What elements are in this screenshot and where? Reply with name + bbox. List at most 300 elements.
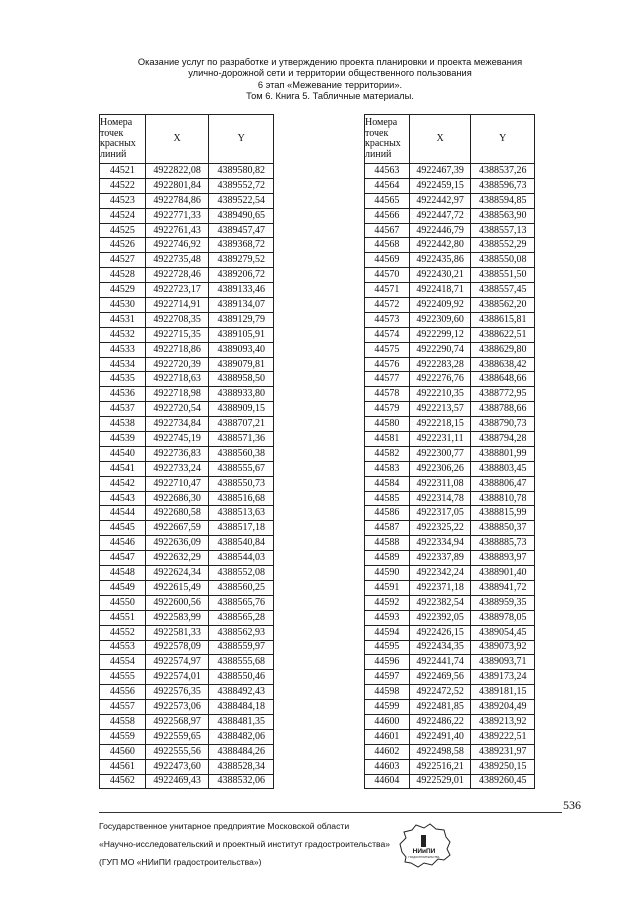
x-coordinate-cell: 4922615,49	[145, 580, 209, 595]
table-row	[365, 342, 535, 357]
y-coordinate-cell: 4388550,73	[209, 476, 274, 491]
table-row	[365, 417, 535, 432]
table-row	[365, 536, 535, 551]
table-row	[100, 506, 274, 521]
y-coordinate-cell: 4388492,43	[209, 685, 274, 700]
table-row	[365, 595, 535, 610]
y-coordinate-cell: 4388517,18	[209, 521, 274, 536]
point-number-cell: 44543	[100, 491, 146, 506]
table-row	[365, 298, 535, 313]
table-row	[365, 208, 535, 223]
table-row	[365, 432, 535, 447]
table-row	[100, 164, 274, 179]
table-row	[365, 670, 535, 685]
point-number-cell: 44522	[100, 178, 146, 193]
point-number-cell: 44581	[365, 432, 410, 447]
y-coordinate-cell: 4389279,52	[209, 253, 274, 268]
x-coordinate-cell: 4922718,63	[145, 372, 209, 387]
table-row	[100, 700, 274, 715]
footer-line-2: «Научно-исследовательский и проектный институт градостроительства»	[99, 839, 391, 849]
footer-divider	[99, 812, 562, 813]
x-coordinate-cell: 4922446,79	[409, 223, 471, 238]
y-coordinate-cell: 4388555,67	[209, 461, 274, 476]
table-row	[100, 491, 274, 506]
x-coordinate-cell: 4922784,86	[145, 193, 209, 208]
point-number-cell: 44578	[365, 387, 410, 402]
table-row	[365, 551, 535, 566]
y-coordinate-cell: 4388615,81	[471, 312, 535, 327]
point-number-cell: 44553	[100, 640, 146, 655]
x-coordinate-cell: 4922213,57	[409, 402, 471, 417]
y-coordinate-cell: 4388563,90	[471, 208, 535, 223]
point-number-cell: 44592	[365, 595, 410, 610]
x-coordinate-cell: 4922710,47	[145, 476, 209, 491]
x-coordinate-cell: 4922434,35	[409, 640, 471, 655]
column-header-point-number: Номера точек красных линий	[365, 115, 410, 164]
y-coordinate-cell: 4388629,80	[471, 342, 535, 357]
point-number-cell: 44577	[365, 372, 410, 387]
y-coordinate-cell: 4389093,71	[471, 655, 535, 670]
point-number-cell: 44595	[365, 640, 410, 655]
x-coordinate-cell: 4922686,30	[145, 491, 209, 506]
y-coordinate-cell: 4389490,65	[209, 208, 274, 223]
header-line-3: 6 этап «Межевание территории».	[257, 79, 403, 90]
y-coordinate-cell: 4388803,45	[471, 461, 535, 476]
point-number-cell: 44565	[365, 193, 410, 208]
table-row	[100, 774, 274, 789]
point-number-cell: 44539	[100, 432, 146, 447]
point-number-cell: 44538	[100, 417, 146, 432]
x-coordinate-cell: 4922441,74	[409, 655, 471, 670]
y-coordinate-cell: 4388772,95	[471, 387, 535, 402]
table-row	[365, 685, 535, 700]
point-number-cell: 44542	[100, 476, 146, 491]
y-coordinate-cell: 4388516,68	[209, 491, 274, 506]
x-coordinate-cell: 4922459,15	[409, 178, 471, 193]
y-coordinate-cell: 4389133,46	[209, 283, 274, 298]
x-coordinate-cell: 4922371,18	[409, 580, 471, 595]
x-coordinate-cell: 4922708,35	[145, 312, 209, 327]
x-coordinate-cell: 4922435,86	[409, 253, 471, 268]
table-row	[100, 640, 274, 655]
table-row	[365, 283, 535, 298]
x-coordinate-cell: 4922311,08	[409, 476, 471, 491]
point-number-cell: 44568	[365, 238, 410, 253]
x-coordinate-cell: 4922442,80	[409, 238, 471, 253]
header-line-2: улично-дорожной сети и территории общественного пользования	[188, 68, 472, 79]
point-number-cell: 44552	[100, 625, 146, 640]
x-coordinate-cell: 4922720,39	[145, 357, 209, 372]
x-coordinate-cell: 4922761,43	[145, 223, 209, 238]
point-number-cell: 44524	[100, 208, 146, 223]
y-coordinate-cell: 4389204,49	[471, 700, 535, 715]
point-number-cell: 44563	[365, 164, 410, 179]
table-row	[100, 446, 274, 461]
x-coordinate-cell: 4922578,09	[145, 640, 209, 655]
x-coordinate-cell: 4922735,48	[145, 253, 209, 268]
y-coordinate-cell: 4388537,26	[471, 164, 535, 179]
y-coordinate-cell: 4389522,54	[209, 193, 274, 208]
table-row	[365, 193, 535, 208]
column-header-y: Y	[209, 115, 274, 164]
y-coordinate-cell: 4389231,97	[471, 744, 535, 759]
y-coordinate-cell: 4389580,82	[209, 164, 274, 179]
x-coordinate-cell: 4922430,21	[409, 268, 471, 283]
table-row	[100, 670, 274, 685]
x-coordinate-cell: 4922568,97	[145, 714, 209, 729]
x-coordinate-cell: 4922426,15	[409, 625, 471, 640]
table-row	[365, 372, 535, 387]
table-row	[365, 506, 535, 521]
x-coordinate-cell: 4922581,33	[145, 625, 209, 640]
y-coordinate-cell: 4389213,92	[471, 714, 535, 729]
point-number-cell: 44555	[100, 670, 146, 685]
table-row	[100, 327, 274, 342]
y-coordinate-cell: 4388557,45	[471, 283, 535, 298]
y-coordinate-cell: 4389457,47	[209, 223, 274, 238]
table-row	[100, 521, 274, 536]
y-coordinate-cell: 4388790,73	[471, 417, 535, 432]
x-coordinate-cell: 4922516,21	[409, 759, 471, 774]
point-number-cell: 44590	[365, 566, 410, 581]
point-number-cell: 44585	[365, 491, 410, 506]
point-number-cell: 44591	[365, 580, 410, 595]
x-coordinate-cell: 4922559,65	[145, 729, 209, 744]
point-number-cell: 44541	[100, 461, 146, 476]
building-icon	[421, 835, 426, 847]
table-header-row	[365, 115, 535, 164]
table-row	[100, 476, 274, 491]
y-coordinate-cell: 4389552,72	[209, 178, 274, 193]
y-coordinate-cell: 4388550,46	[209, 670, 274, 685]
table-row	[100, 580, 274, 595]
y-coordinate-cell: 4389206,72	[209, 268, 274, 283]
table-row	[100, 595, 274, 610]
x-coordinate-cell: 4922469,43	[145, 774, 209, 789]
institute-logo	[394, 822, 454, 870]
point-number-cell: 44523	[100, 193, 146, 208]
coordinates-table-right	[364, 114, 535, 789]
x-coordinate-cell: 4922728,46	[145, 268, 209, 283]
point-number-cell: 44532	[100, 327, 146, 342]
table-body-left	[100, 164, 274, 789]
y-coordinate-cell: 4389222,51	[471, 729, 535, 744]
point-number-cell: 44593	[365, 610, 410, 625]
table-row	[100, 432, 274, 447]
point-number-cell: 44547	[100, 551, 146, 566]
header-line-4: Том 6. Книга 5. Табличные материалы.	[246, 91, 414, 102]
x-coordinate-cell: 4922392,05	[409, 610, 471, 625]
x-coordinate-cell: 4922283,28	[409, 357, 471, 372]
point-number-cell: 44575	[365, 342, 410, 357]
point-number-cell: 44587	[365, 521, 410, 536]
point-number-cell: 44548	[100, 566, 146, 581]
point-number-cell: 44549	[100, 580, 146, 595]
y-coordinate-cell: 4389173,24	[471, 670, 535, 685]
table-row	[100, 387, 274, 402]
table-row	[365, 387, 535, 402]
x-coordinate-cell: 4922325,22	[409, 521, 471, 536]
table-row	[100, 536, 274, 551]
y-coordinate-cell: 4388484,18	[209, 700, 274, 715]
point-number-cell: 44588	[365, 536, 410, 551]
point-number-cell: 44599	[365, 700, 410, 715]
point-number-cell: 44566	[365, 208, 410, 223]
point-number-cell: 44521	[100, 164, 146, 179]
table-row	[100, 372, 274, 387]
point-number-cell: 44536	[100, 387, 146, 402]
x-coordinate-cell: 4922573,06	[145, 700, 209, 715]
x-coordinate-cell: 4922300,77	[409, 446, 471, 461]
y-coordinate-cell: 4388622,51	[471, 327, 535, 342]
x-coordinate-cell: 4922276,76	[409, 372, 471, 387]
y-coordinate-cell: 4389250,15	[471, 759, 535, 774]
x-coordinate-cell: 4922317,05	[409, 506, 471, 521]
x-coordinate-cell: 4922733,24	[145, 461, 209, 476]
y-coordinate-cell: 4389129,79	[209, 312, 274, 327]
document-header	[120, 57, 540, 103]
point-number-cell: 44546	[100, 536, 146, 551]
table-row	[365, 744, 535, 759]
table-row	[365, 178, 535, 193]
point-number-cell: 44530	[100, 298, 146, 313]
y-coordinate-cell: 4388481,35	[209, 714, 274, 729]
y-coordinate-cell: 4388482,06	[209, 729, 274, 744]
point-number-cell: 44567	[365, 223, 410, 238]
point-number-cell: 44551	[100, 610, 146, 625]
y-coordinate-cell: 4388532,06	[209, 774, 274, 789]
y-coordinate-cell: 4388571,36	[209, 432, 274, 447]
column-header-x: X	[145, 115, 209, 164]
table-row	[365, 700, 535, 715]
point-number-cell: 44527	[100, 253, 146, 268]
x-coordinate-cell: 4922314,78	[409, 491, 471, 506]
point-number-cell: 44576	[365, 357, 410, 372]
point-number-cell: 44602	[365, 744, 410, 759]
point-number-cell: 44525	[100, 223, 146, 238]
table-row	[100, 461, 274, 476]
y-coordinate-cell: 4388555,68	[209, 655, 274, 670]
table-row	[365, 610, 535, 625]
table-row	[365, 729, 535, 744]
y-coordinate-cell: 4389073,92	[471, 640, 535, 655]
table-row	[100, 223, 274, 238]
x-coordinate-cell: 4922555,56	[145, 744, 209, 759]
point-number-cell: 44528	[100, 268, 146, 283]
point-number-cell: 44604	[365, 774, 410, 789]
point-number-cell: 44544	[100, 506, 146, 521]
x-coordinate-cell: 4922442,97	[409, 193, 471, 208]
x-coordinate-cell: 4922736,83	[145, 446, 209, 461]
point-number-cell: 44545	[100, 521, 146, 536]
x-coordinate-cell: 4922486,22	[409, 714, 471, 729]
y-coordinate-cell: 4388958,50	[209, 372, 274, 387]
y-coordinate-cell: 4388978,05	[471, 610, 535, 625]
point-number-cell: 44600	[365, 714, 410, 729]
table-row	[100, 759, 274, 774]
column-header-point-number: Номера точек красных линий	[100, 115, 146, 164]
table-row	[365, 580, 535, 595]
table-row	[365, 774, 535, 789]
point-number-cell: 44597	[365, 670, 410, 685]
x-coordinate-cell: 4922529,01	[409, 774, 471, 789]
y-coordinate-cell: 4389368,72	[209, 238, 274, 253]
table-row	[365, 238, 535, 253]
point-number-cell: 44570	[365, 268, 410, 283]
y-coordinate-cell: 4388594,85	[471, 193, 535, 208]
y-coordinate-cell: 4389260,45	[471, 774, 535, 789]
table-row	[100, 342, 274, 357]
table-row	[100, 714, 274, 729]
point-number-cell: 44558	[100, 714, 146, 729]
x-coordinate-cell: 4922574,97	[145, 655, 209, 670]
column-header-y: Y	[471, 115, 535, 164]
header-line-1: Оказание услуг по разработке и утверждению проекта планировки и проекта межевания	[137, 57, 523, 67]
table-row	[100, 685, 274, 700]
x-coordinate-cell: 4922290,74	[409, 342, 471, 357]
x-coordinate-cell: 4922382,54	[409, 595, 471, 610]
y-coordinate-cell: 4388801,99	[471, 446, 535, 461]
table-row	[100, 238, 274, 253]
point-number-cell: 44594	[365, 625, 410, 640]
table-row	[365, 461, 535, 476]
x-coordinate-cell: 4922746,92	[145, 238, 209, 253]
table-row	[365, 759, 535, 774]
y-coordinate-cell: 4388909,15	[209, 402, 274, 417]
table-row	[100, 744, 274, 759]
y-coordinate-cell: 4388562,93	[209, 625, 274, 640]
x-coordinate-cell: 4922342,24	[409, 566, 471, 581]
point-number-cell: 44562	[100, 774, 146, 789]
y-coordinate-cell: 4388941,72	[471, 580, 535, 595]
x-coordinate-cell: 4922583,99	[145, 610, 209, 625]
y-coordinate-cell: 4388707,21	[209, 417, 274, 432]
x-coordinate-cell: 4922473,60	[145, 759, 209, 774]
table-row	[365, 268, 535, 283]
point-number-cell: 44559	[100, 729, 146, 744]
y-coordinate-cell: 4388959,35	[471, 595, 535, 610]
point-number-cell: 44561	[100, 759, 146, 774]
x-coordinate-cell: 4922632,29	[145, 551, 209, 566]
table-row	[365, 521, 535, 536]
coordinates-table-left	[99, 114, 274, 789]
table-row	[365, 655, 535, 670]
point-number-cell: 44554	[100, 655, 146, 670]
x-coordinate-cell: 4922447,72	[409, 208, 471, 223]
point-number-cell: 44584	[365, 476, 410, 491]
x-coordinate-cell: 4922734,84	[145, 417, 209, 432]
table-row	[100, 655, 274, 670]
table-row	[365, 476, 535, 491]
table-header-row	[100, 115, 274, 164]
x-coordinate-cell: 4922472,52	[409, 685, 471, 700]
x-coordinate-cell: 4922481,85	[409, 700, 471, 715]
table-row	[365, 253, 535, 268]
y-coordinate-cell: 4388893,97	[471, 551, 535, 566]
point-number-cell: 44583	[365, 461, 410, 476]
y-coordinate-cell: 4388806,47	[471, 476, 535, 491]
point-number-cell: 44564	[365, 178, 410, 193]
y-coordinate-cell: 4389134,07	[209, 298, 274, 313]
table-row	[365, 640, 535, 655]
x-coordinate-cell: 4922309,60	[409, 312, 471, 327]
x-coordinate-cell: 4922715,35	[145, 327, 209, 342]
x-coordinate-cell: 4922714,91	[145, 298, 209, 313]
x-coordinate-cell: 4922723,17	[145, 283, 209, 298]
table-row	[365, 223, 535, 238]
table-row	[365, 446, 535, 461]
y-coordinate-cell: 4388540,84	[209, 536, 274, 551]
point-number-cell: 44529	[100, 283, 146, 298]
y-coordinate-cell: 4388513,63	[209, 506, 274, 521]
point-number-cell: 44582	[365, 446, 410, 461]
x-coordinate-cell: 4922210,35	[409, 387, 471, 402]
y-coordinate-cell: 4388559,97	[209, 640, 274, 655]
x-coordinate-cell: 4922718,86	[145, 342, 209, 357]
x-coordinate-cell: 4922667,59	[145, 521, 209, 536]
x-coordinate-cell: 4922822,08	[145, 164, 209, 179]
y-coordinate-cell: 4388551,50	[471, 268, 535, 283]
point-number-cell: 44574	[365, 327, 410, 342]
y-coordinate-cell: 4388550,08	[471, 253, 535, 268]
point-number-cell: 44534	[100, 357, 146, 372]
table-row	[365, 625, 535, 640]
y-coordinate-cell: 4388788,66	[471, 402, 535, 417]
point-number-cell: 44537	[100, 402, 146, 417]
table-row	[100, 610, 274, 625]
y-coordinate-cell: 4389105,91	[209, 327, 274, 342]
y-coordinate-cell: 4389181,15	[471, 685, 535, 700]
y-coordinate-cell: 4388885,73	[471, 536, 535, 551]
table-row	[100, 625, 274, 640]
x-coordinate-cell: 4922574,01	[145, 670, 209, 685]
x-coordinate-cell: 4922231,11	[409, 432, 471, 447]
x-coordinate-cell: 4922718,98	[145, 387, 209, 402]
y-coordinate-cell: 4388560,38	[209, 446, 274, 461]
x-coordinate-cell: 4922334,94	[409, 536, 471, 551]
y-coordinate-cell: 4388484,26	[209, 744, 274, 759]
document-footer	[99, 817, 390, 871]
x-coordinate-cell: 4922498,58	[409, 744, 471, 759]
point-number-cell: 44598	[365, 685, 410, 700]
y-coordinate-cell: 4388557,13	[471, 223, 535, 238]
table-row	[365, 491, 535, 506]
point-number-cell: 44586	[365, 506, 410, 521]
point-number-cell: 44596	[365, 655, 410, 670]
y-coordinate-cell: 4388648,66	[471, 372, 535, 387]
point-number-cell: 44579	[365, 402, 410, 417]
footer-line-1: Государственное унитарное предприятие Московской области	[99, 821, 350, 831]
x-coordinate-cell: 4922299,12	[409, 327, 471, 342]
table-body-right	[365, 164, 535, 789]
y-coordinate-cell: 4388794,28	[471, 432, 535, 447]
table-row	[100, 193, 274, 208]
point-number-cell: 44572	[365, 298, 410, 313]
table-row	[100, 312, 274, 327]
table-row	[100, 298, 274, 313]
logo-text-main: НИиПИ	[412, 848, 436, 855]
x-coordinate-cell: 4922801,84	[145, 178, 209, 193]
y-coordinate-cell: 4388638,42	[471, 357, 535, 372]
y-coordinate-cell: 4388552,29	[471, 238, 535, 253]
y-coordinate-cell: 4388850,37	[471, 521, 535, 536]
table-row	[100, 357, 274, 372]
point-number-cell: 44535	[100, 372, 146, 387]
table-row	[365, 714, 535, 729]
y-coordinate-cell: 4388815,99	[471, 506, 535, 521]
point-number-cell: 44540	[100, 446, 146, 461]
x-coordinate-cell: 4922306,26	[409, 461, 471, 476]
